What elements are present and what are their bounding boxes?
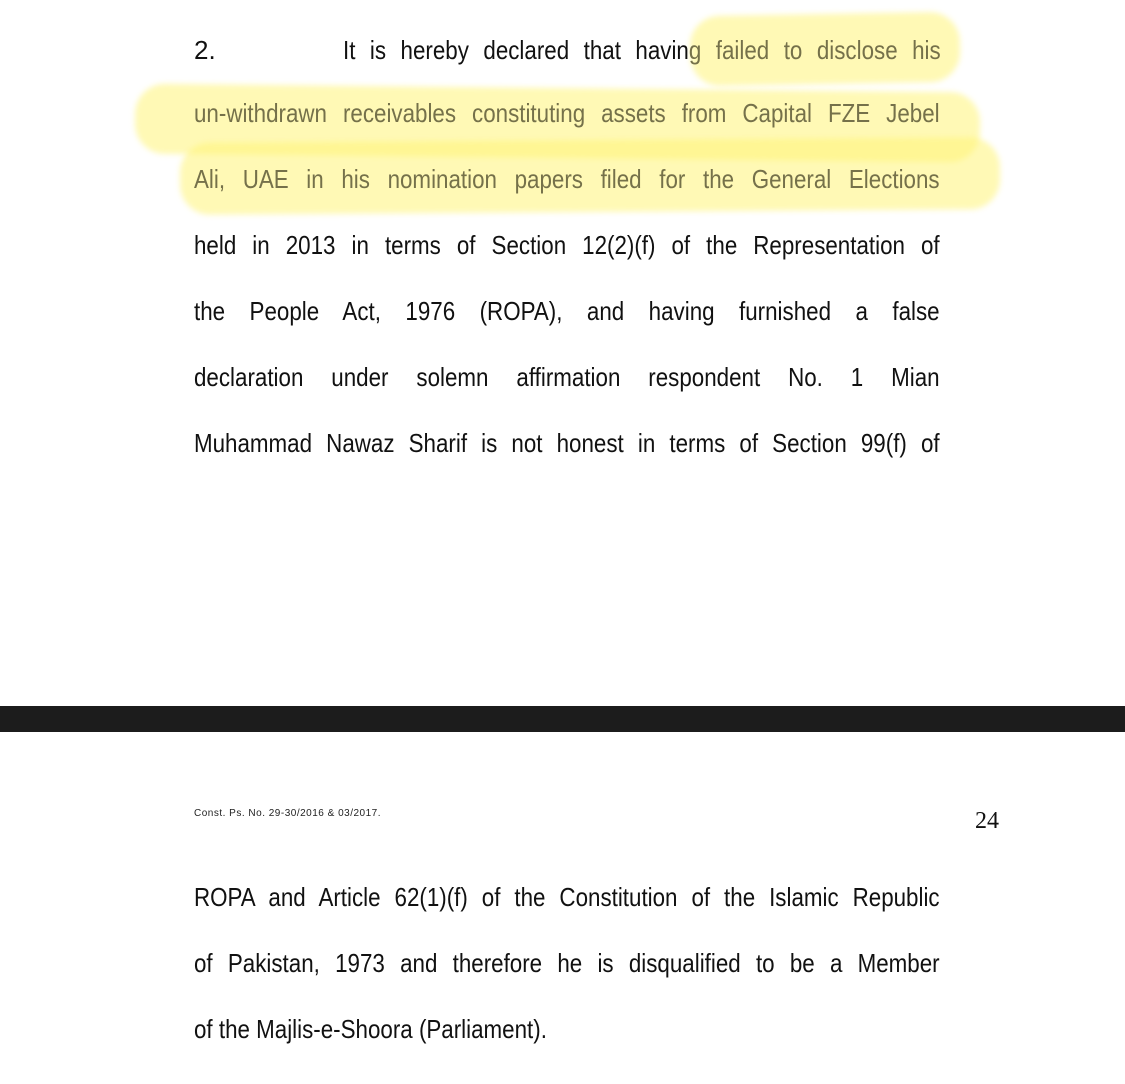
paragraph-line-3: Ali, UAE in his nomination papers filed for the General Elections: [194, 164, 940, 194]
line-1-highlighted-text: g failed to disclose his: [688, 35, 941, 65]
page-number: 24: [975, 808, 999, 834]
paragraph-continuation-line-1: ROPA and Article 62(1)(f) of the Constitution of the Islamic Republic: [194, 882, 940, 912]
paragraph-line-4: held in 2013 in terms of Section 12(2)(f) of the Representation of: [194, 230, 940, 260]
case-reference-header: Const. Ps. No. 29-30/2016 & 03/2017.: [194, 808, 381, 819]
page-separator: [0, 706, 1125, 732]
paragraph-line-2: un-withdrawn receivables constituting assets from Capital FZE Jebel: [194, 98, 940, 128]
paragraph-line-5: the People Act, 1976 (ROPA), and having furnished a false: [194, 296, 940, 326]
paragraph-number: 2.: [194, 35, 216, 65]
line-1-plain-text: It is hereby declared that havin: [343, 35, 689, 65]
paragraph-continuation-line-2: of Pakistan, 1973 and therefore he is disqualified to be a Member: [194, 948, 940, 978]
paragraph-line-7: Muhammad Nawaz Sharif is not honest in terms of Section 99(f) of: [194, 428, 940, 458]
paragraph-line-1: [343, 35, 941, 65]
paragraph-continuation-line-3: of the Majlis-e-Shoora (Parliament).: [194, 1014, 547, 1044]
paragraph-line-6: declaration under solemn affirmation respondent No. 1 Mian: [194, 362, 940, 392]
